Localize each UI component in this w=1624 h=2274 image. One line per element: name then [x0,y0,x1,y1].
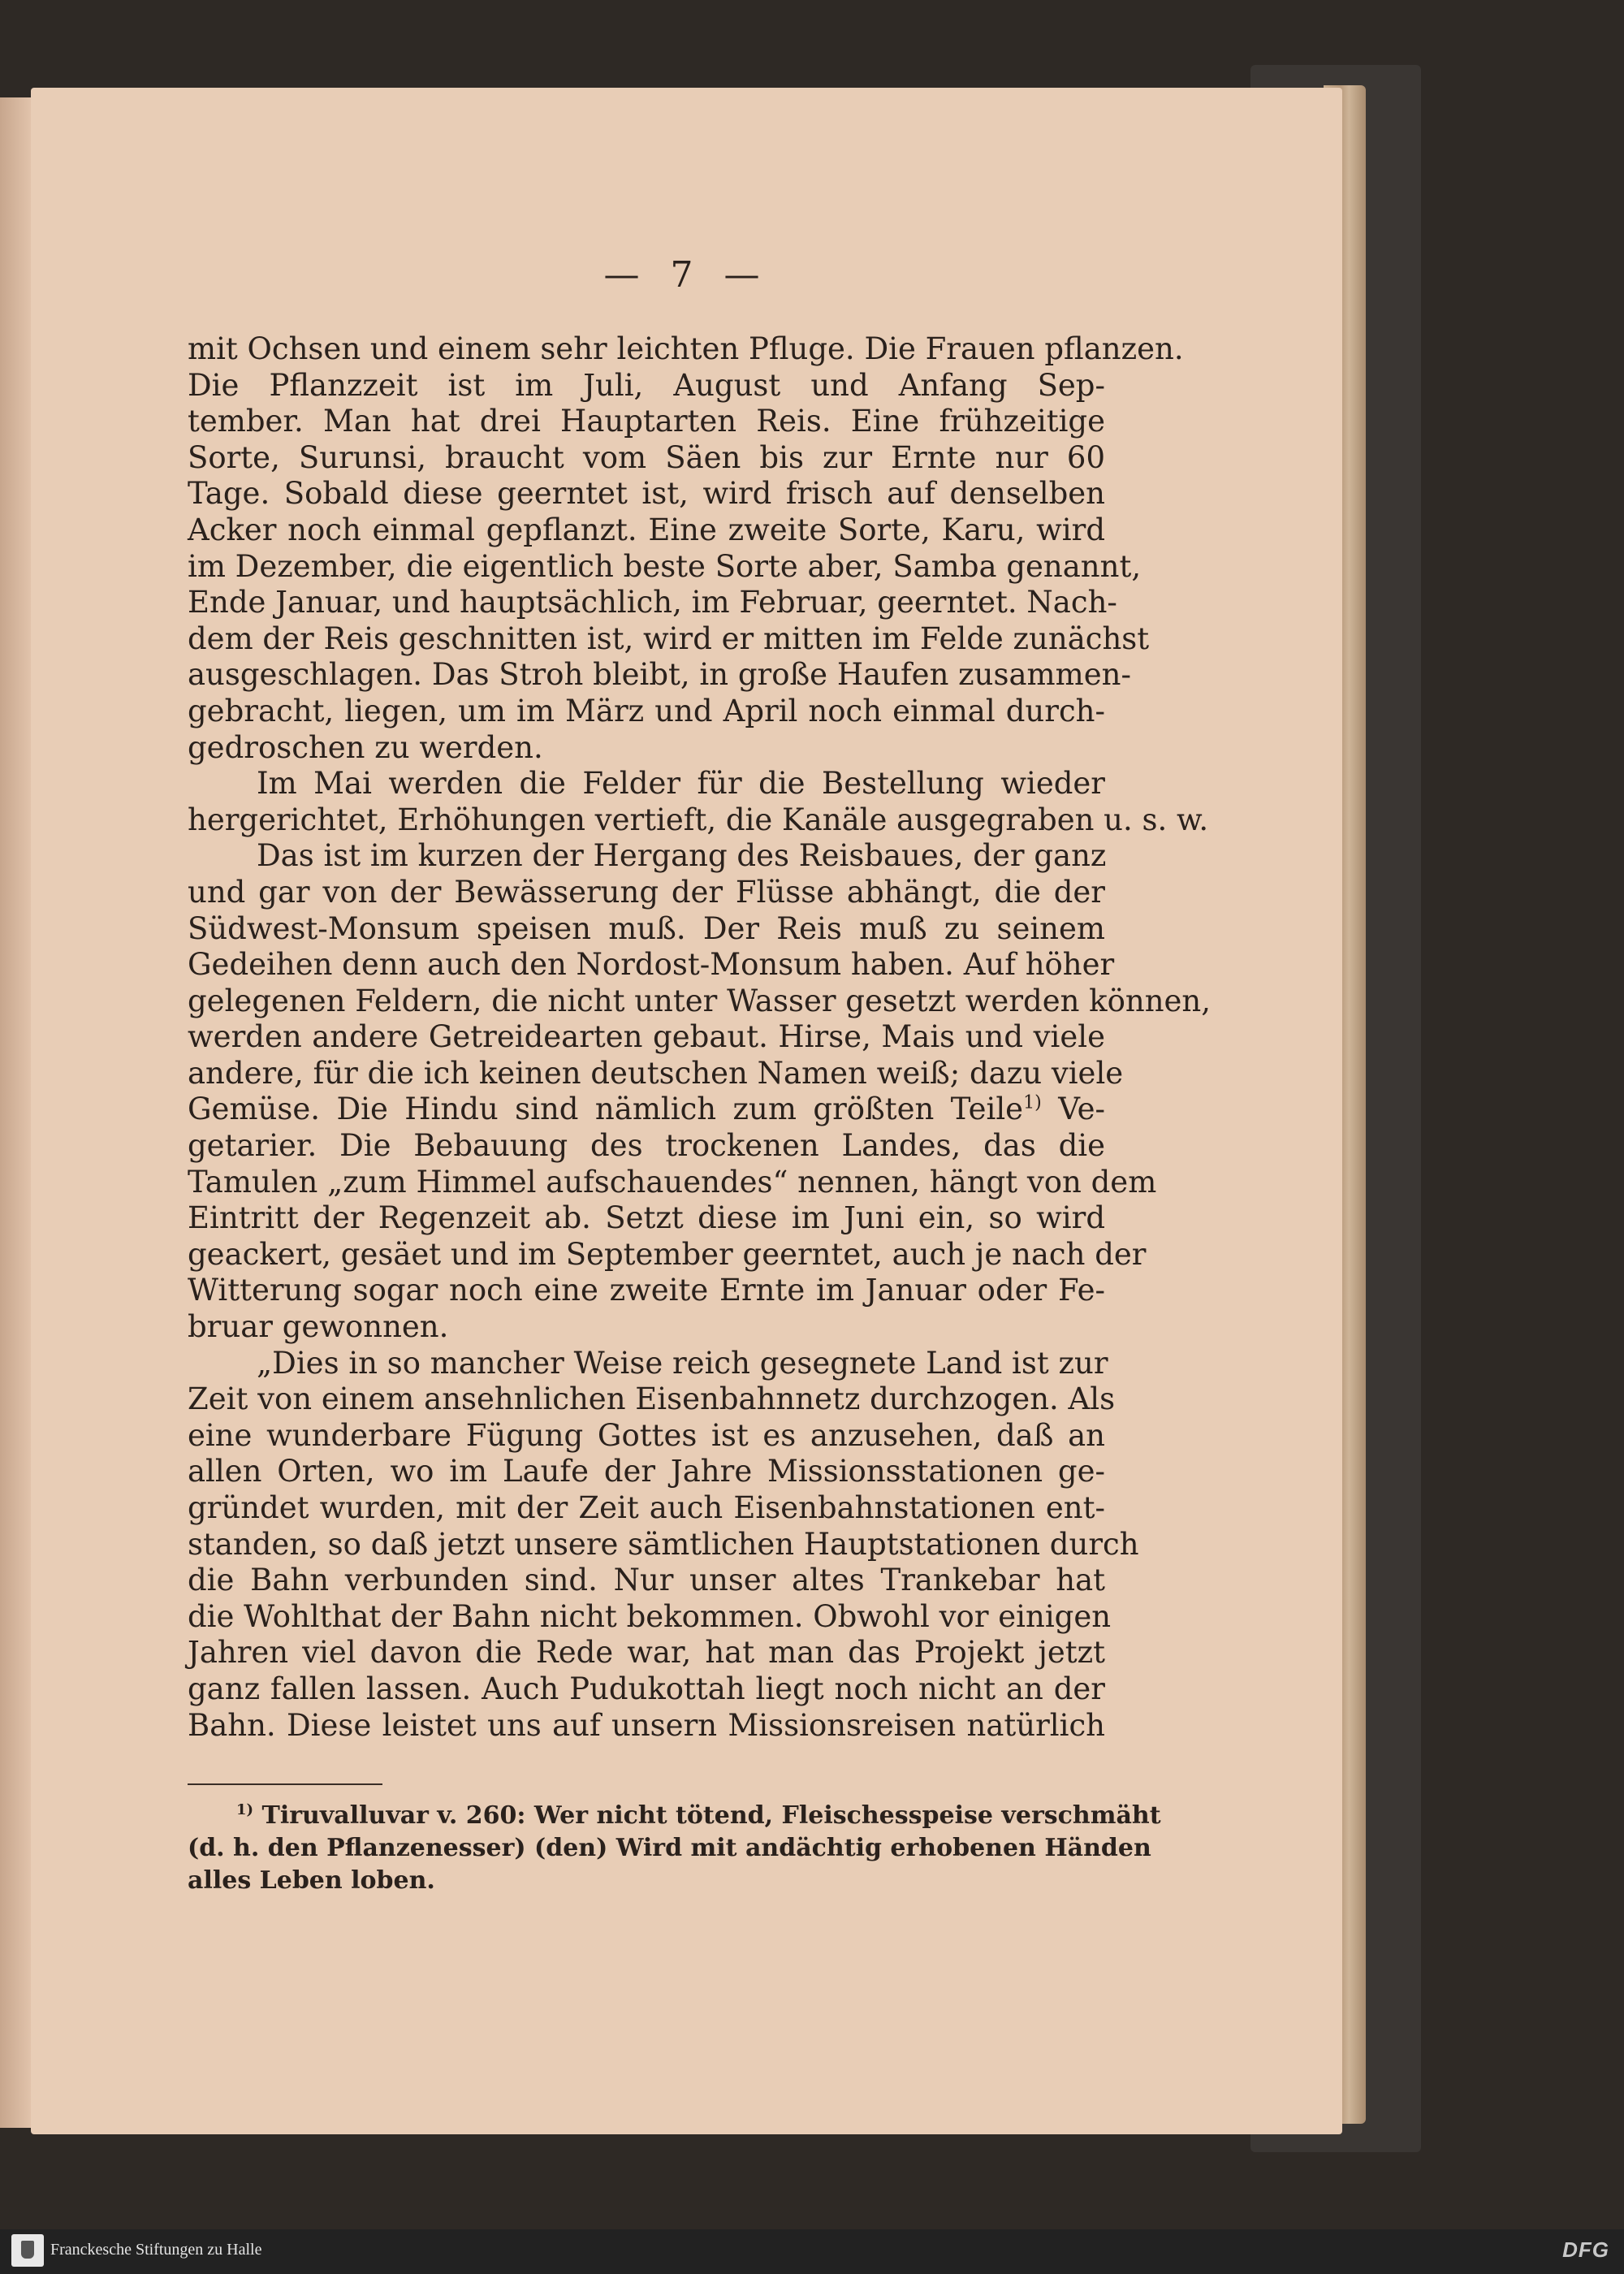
text-line: Ende Januar, und hauptsächlich, im Februar, geerntet. Nach- [188,585,1117,620]
institution-logo-icon [11,2234,44,2267]
text-line: Acker noch einmal gepflanzt. Eine zweite Sorte, Karu, wird [188,512,1105,547]
text-line: dem der Reis geschnitten ist, wird er mitten im Felde zunächst [188,620,1150,656]
text-line: werden andere Getreidearten gebaut. Hirse, Mais und viele [188,1019,1105,1055]
viewer-footer [0,2229,1624,2274]
book-page [31,88,1342,2134]
text-line: Das ist im kurzen der Hergang des Reisbaues, der ganz [257,838,1107,874]
footnotes [188,1800,1161,1897]
text-line-with-footnote-ref [188,1092,1105,1128]
text-line: gründet wurden, mit der Zeit auch Eisenbahnstationen ent- [188,1490,1105,1525]
text-line: ganz fallen lassen. Auch Pudukottah liegt noch nicht an der [188,1671,1105,1706]
text-line: andere, für die ich keinen deutschen Namen weiß; dazu viele [188,1055,1124,1091]
text-line: standen, so daß jetzt unsere sämtlichen Hauptstationen durch [188,1526,1139,1562]
text-line: Tamulen „zum Himmel aufschauendes“ nennen, hängt von dem [188,1164,1157,1200]
footnote-text: Tiruvalluvar v. 260: Wer nicht tötend, Fleischesspeise verschmäht [261,1801,1161,1830]
text-line: Zeit von einem ansehnlichen Eisenbahnnetz durchzogen. Als [188,1381,1116,1417]
text-line: Witterung sogar noch eine zweite Ernte im Januar oder Fe- [188,1273,1105,1308]
text-line: Bahn. Diese leistet uns auf unsern Missionsreisen natürlich [188,1707,1105,1743]
text-line: mit Ochsen und einem sehr leichten Pfluge. Die Frauen pflanzen. [188,331,1184,366]
text-line: Die Pflanzzeit ist im Juli, August und Anfang Sep- [188,367,1105,403]
text-line: hergerichtet, Erhöhungen vertieft, die Kanäle ausgegraben u. s. w. [188,802,1209,837]
footnote-line: alles Leben loben. [188,1866,435,1895]
footnote-marker: 1) [236,1801,254,1818]
text-line: ausgeschlagen. Das Stroh bleibt, in große Haufen zusammen- [188,657,1131,693]
text-line: allen Orten, wo im Laufe der Jahre Missionsstationen ge- [188,1454,1105,1489]
text-line: die Wohlthat der Bahn nicht bekommen. Obwohl vor einigen [188,1598,1112,1634]
text-line: Südwest-Monsum speisen muß. Der Reis muß zu seinem [188,910,1105,946]
footnote-line [188,1800,1161,1832]
facing-page-edge [0,97,31,2128]
text-line: geackert, gesäet und im September geerntet, auch je nach der [188,1236,1147,1272]
text-line: Im Mai werden die Felder für die Bestellung wieder [257,766,1105,802]
dfg-logo: DFG [1562,2237,1609,2262]
footnote-reference: 1) [1023,1092,1042,1114]
text-line: gedroschen zu werden. [188,729,543,765]
text-line: Tage. Sobald diese geerntet ist, wird frisch auf denselben [188,476,1105,512]
page-number: — 7 — [603,254,770,296]
text-line: tember. Man hat drei Hauptarten Reis. Eine frühzeitige [188,404,1105,439]
text-line: Sorte, Surunsi, braucht vom Säen bis zur Ernte nur 60 [188,439,1105,475]
text-line: gebracht, liegen, um im März und April noch einmal durch- [188,693,1105,728]
text-line: Jahren viel davon die Rede war, hat man das Projekt jetzt [188,1635,1105,1671]
text-line: eine wunderbare Fügung Gottes ist es anzusehen, daß an [188,1417,1105,1453]
text-line: Gedeihen denn auch den Nordost-Monsum haben. Auf höher [188,947,1115,983]
text-line: „Dies in so mancher Weise reich gesegnete Land ist zur [257,1345,1108,1381]
text-line: im Dezember, die eigentlich beste Sorte aber, Samba genannt, [188,548,1142,584]
text-line: Eintritt der Regenzeit ab. Setzt diese im Juni ein, so wird [188,1200,1105,1236]
footnote-line: (d. h. den Pflanzenesser) (den) Wird mit andächtig erhobenen Händen [188,1834,1151,1862]
text-line: getarier. Die Bebauung des trockenen Landes, das die [188,1128,1105,1164]
text-line: die Bahn verbunden sind. Nur unser altes Trankebar hat [188,1563,1105,1598]
text-line: und gar von der Bewässerung der Flüsse abhängt, die der [188,874,1105,910]
footnote-rule [188,1783,382,1785]
text-fragment: Gemüse. Die Hindu sind nämlich zum größten Teile [188,1092,1024,1127]
text-line: gelegenen Feldern, die nicht unter Wasser gesetzt werden können, [188,983,1212,1018]
institution-name: Franckesche Stiftungen zu Halle [50,2241,262,2259]
text-line: bruar gewonnen. [188,1309,449,1345]
body-text [188,331,1212,1744]
text-fragment: Ve- [1041,1092,1106,1127]
